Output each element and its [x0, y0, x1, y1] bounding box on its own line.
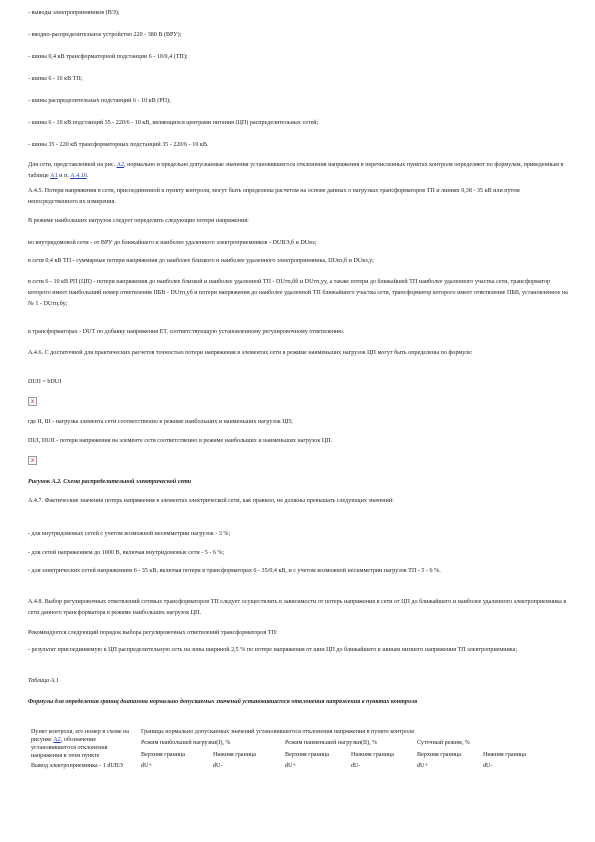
table-title: Формулы для определения границ диапазона нормально допускаемых значений установившегося отклонения напряжения в пунктах контроля — [28, 699, 418, 705]
header-mode-max: Режим наибольшей нагрузки(I), % — [141, 740, 231, 747]
bullet-item: - шины 6 - 10 кВ подстанций 35 - 220/6 - 10 кВ, являющихся центрами питания (ЦП) распределительных сетей; — [28, 120, 319, 126]
table-link[interactable]: А1 — [50, 173, 58, 179]
paragraph-a47: А.4.7. Фактические значения потерь напряжения в элементах электрической сети, как правило, не должны превышать следующих значений: — [28, 498, 394, 504]
broken-image-icon: x — [28, 397, 37, 406]
row-label: Вывод электроприемника - 1 dUВЭ — [31, 763, 123, 769]
figure-caption: Рисунок А.2. Схема распределительной электрической сети — [28, 479, 192, 485]
table-cell: dU- — [483, 763, 493, 769]
table-row — [28, 761, 546, 771]
table-cell: dU- — [213, 763, 223, 769]
header-bound: Верхняя граница — [141, 751, 185, 758]
paragraph-where2: DUI, DUII - потери напряжения на элементе сети соответственно в режиме наибольших и наименьших нагрузок ЦП. — [28, 438, 333, 444]
paragraph-network — [28, 160, 568, 182]
header-mode-min: Режим наименьшей нагрузки(II), % — [285, 740, 378, 747]
header-bound: Верхняя граница — [417, 751, 461, 758]
table-cell: dU+ — [285, 763, 296, 769]
bullet-item: - шины 0,4 кВ трансформаторной подстанции 6 - 10/0,4 (ТП); — [28, 54, 188, 60]
text: и п. — [57, 173, 71, 179]
text: , нормально и предельно допускаемые значения установившегося отклонения напряжения в перечисленных пунктах контроля определяют по формулам, приведенным в таблице — [28, 162, 564, 179]
paragraph-rp: в сети 6 - 10 кВ РП (ЦП) - потери напряжения до наиболее близкой и наиболее удаленной ТП - DUтп,бб и DUтп,уу, а также потери до ближайшей ТП наиболее удаленного участка сети, трансформатор которого имеет наибольший номер ответвления ПБВ - DUтп,уб и потери напряжения до наиболее удаленной ТП ближайшего участка сети, трансформатор которого имеет ответвление ПБВ, установленное на № 1 - DUтп,бу; — [28, 279, 568, 307]
paragraph-internal: во внутридомовой сети - от ВРУ до ближайшего и наиболее удаленного электроприемников - DUВЭ,б и DUвэ; — [28, 240, 317, 246]
text: . — [86, 173, 89, 179]
bullet-item: - вводно-распределительное устройство 220 - 380 В (ВРУ); — [28, 32, 182, 38]
paragraph-transformer: в трансформаторах - DUТ по добавку напряжения ЕТ, соответствующую установленному регулировочному ответвлению. — [28, 329, 345, 335]
table-cell: dU+ — [417, 763, 428, 769]
text: Пункт контроля, его номер в схеме на рисунке — [31, 729, 129, 743]
bullet-item: - для внутридомовых сетей с учетом возможной несимметрии нагрузок - 3 %; — [28, 531, 231, 537]
header-mode-daily: Суточный режим, % — [417, 740, 470, 747]
text: Для сети, представленной на рис. — [28, 162, 117, 168]
paragraph-order: Рекомендуется следующий порядок выбора регулировочных ответвлений трансформаторов ТП: — [28, 630, 278, 636]
paragraph-038: в сети 0,4 кВ ТП - суммарные потери напряжения до наиболее близкого и наиболее удаленного электроприемника, DUвэ,б и DUвэ,у; — [28, 258, 374, 264]
paragraph-where1: где II, III - нагрузка элемента сети соответственно в режиме наибольших и наименьших нагрузок ЦП; — [28, 419, 293, 425]
bullet-item: - для электрических сетей напряжением 6 - 35 кВ, включая потери в трансформаторах 6 - 35/0,4 кВ, и с учетом возможной несимметрии нагрузок ТП - 5 - 6 %. — [28, 568, 441, 574]
header-bound: Нижняя граница — [351, 751, 395, 758]
paragraph-a48: А.4.8. Выбор регулировочных ответвлений сетевых трансформаторов ТП следует осуществлять в зависимости от потерь напряжения в сети от ЦП до ближайшего и наиболее удаленного электроприемника в сети данного трансформатора в режиме наибольших нагрузок ЦП. — [28, 599, 567, 616]
paragraph-mode: В режиме наибольших нагрузок следует определить следующие потери напряжения: — [28, 218, 249, 224]
bullet-item: - для сетей напряжением до 1000 В, включая внутридомовые сети - 5 - 6 %; — [28, 550, 225, 556]
header-group: Границы нормально допускаемых значений установившегося отклонения напряжения в пункте контроля — [141, 729, 414, 735]
header-bound: Нижняя граница — [213, 751, 257, 758]
header-control-point — [28, 727, 138, 761]
bullet-item: - шины 35 - 220 кВ трансформаторных подстанций 35 - 220/6 - 10 кВ. — [28, 142, 209, 148]
figure-link[interactable]: А2 — [53, 737, 61, 743]
figure-link[interactable]: А2 — [116, 162, 125, 168]
paragraph-result: - результат присоединяемую к ЦП распределительную сеть на зоны шириной 2,5 % по потере напряжения от шин ЦП до ближайшего к шинам низшего напряжения ТП электроприемника; — [28, 647, 518, 653]
table-label: Таблица А.1 — [28, 678, 59, 684]
table-header-row — [28, 727, 546, 738]
formula: DUII = bDUI — [28, 379, 62, 385]
header-bound: Нижняя граница — [483, 751, 527, 758]
bullet-item: - шины распределительных подстанций 6 - 10 кВ (РП); — [28, 98, 171, 104]
broken-image-icon: x — [28, 456, 37, 465]
table-cell: dU+ — [141, 763, 152, 769]
paragraph-a46: А.4.6. С достаточной для практических расчетов точностью потери напряжения в элементах сети в режиме наименьших нагрузок ЦП могут быть определены по формуле: — [28, 350, 473, 356]
bullet-item: - выводы электроприемников (ВЭ); — [28, 10, 120, 16]
paragraph-a45: А.4.5. Потери напряжения в сети, присоединенной к пункту контроля, могут быть определены расчетом на основе данных о нагрузках трансформаторов ТП и линиях 0,38 - 35 кВ или путем непосредственного их измерения. — [28, 188, 520, 205]
table-cell: dU- — [351, 763, 361, 769]
header-bound: Верхняя граница — [285, 751, 329, 758]
bullet-item: - шины 6 - 10 кВ ТП; — [28, 76, 83, 82]
text: , обозначение установившегося отклонения напряжения в этом пункте — [31, 737, 108, 759]
formula-table — [28, 727, 546, 771]
section-link[interactable]: А.4.10 — [70, 173, 87, 179]
